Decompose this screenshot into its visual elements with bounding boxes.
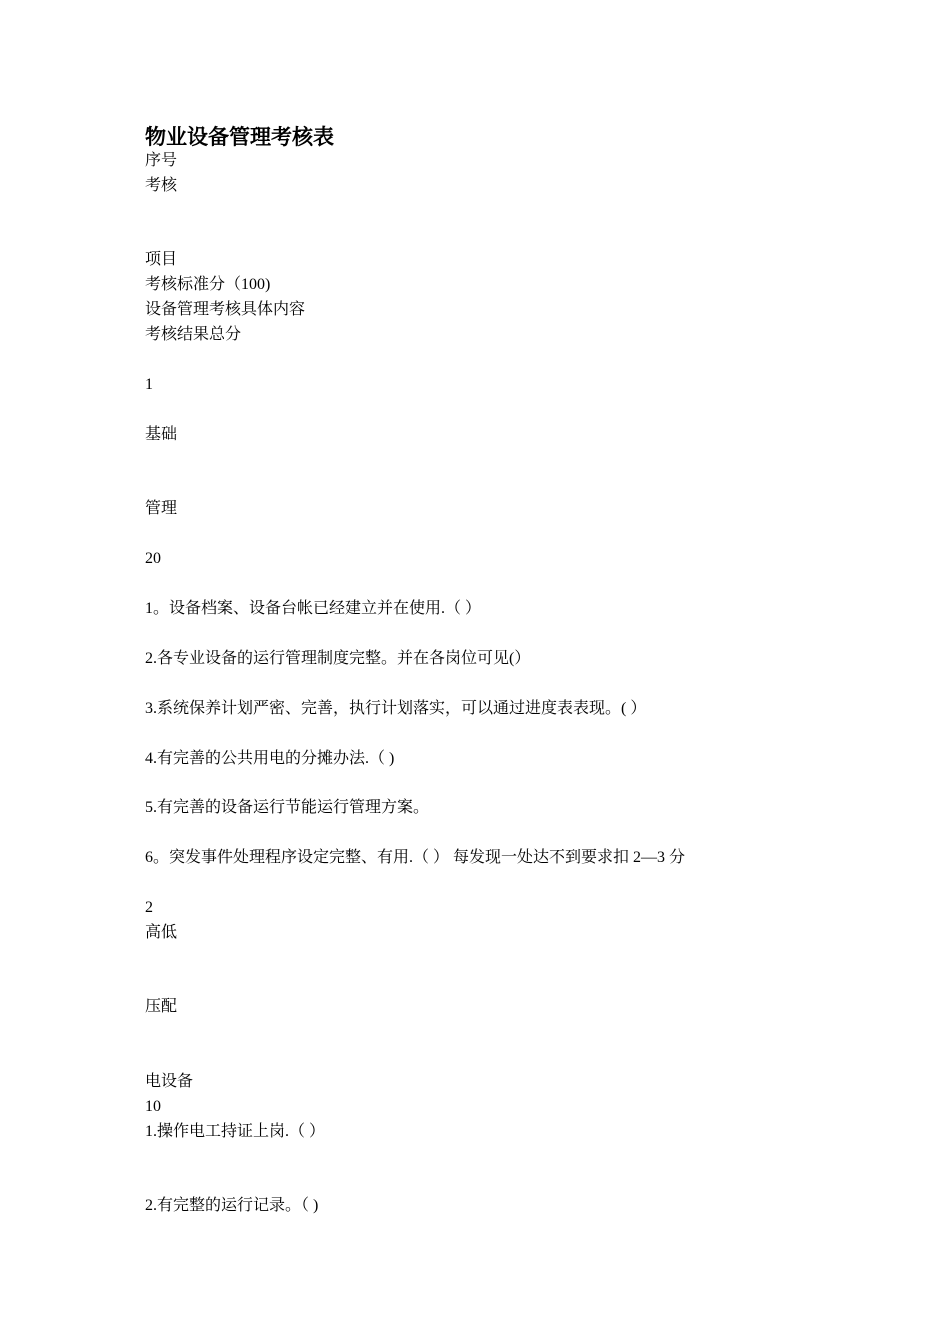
row-1-criterion-3: 3.系统保养计划严密、完善，执行计划落实，可以通过进度表表现。( ） — [145, 700, 647, 717]
row-2-item-part3: 电设备 — [145, 1073, 194, 1090]
row-2-number: 2 — [145, 899, 153, 916]
row-1-criterion-4: 4.有完善的公共用电的分摊办法.（ ) — [145, 750, 395, 767]
row-1-criterion-5: 5.有完善的设备运行节能运行管理方案。 — [145, 799, 430, 816]
row-1-criterion-1: 1。设备档案、设备台帐已经建立并在使用.（ ） — [145, 600, 482, 617]
row-1-criterion-6: 6。突发事件处理程序设定完整、有用.（ ） 每发现一处达不到要求扣 2—3 分 — [145, 849, 686, 866]
row-2-criterion-1: 1.操作电工持证上岗.（ ） — [145, 1123, 326, 1140]
row-2-item-part1: 高低 — [145, 924, 178, 941]
header-standard-score: 考核标准分（100) — [145, 276, 271, 293]
row-2-item-part2: 压配 — [145, 998, 178, 1015]
document-title: 物业设备管理考核表 — [145, 125, 334, 149]
row-1-criterion-2: 2.各专业设备的运行管理制度完整。并在各岗位可见(） — [145, 650, 531, 667]
row-1-item-part1: 基础 — [145, 426, 178, 443]
header-assessment: 考核 — [145, 177, 178, 194]
header-total-score: 考核结果总分 — [145, 326, 242, 343]
header-item: 项目 — [145, 251, 178, 268]
row-1-number: 1 — [145, 376, 153, 393]
row-1-score: 20 — [145, 550, 161, 567]
row-1-item-part2: 管理 — [145, 500, 178, 517]
row-2-score: 10 — [145, 1098, 161, 1115]
row-2-criterion-2: 2.有完整的运行记录。（ ) — [145, 1197, 319, 1214]
header-content: 设备管理考核具体内容 — [145, 301, 306, 318]
header-serial-number: 序号 — [145, 152, 178, 169]
